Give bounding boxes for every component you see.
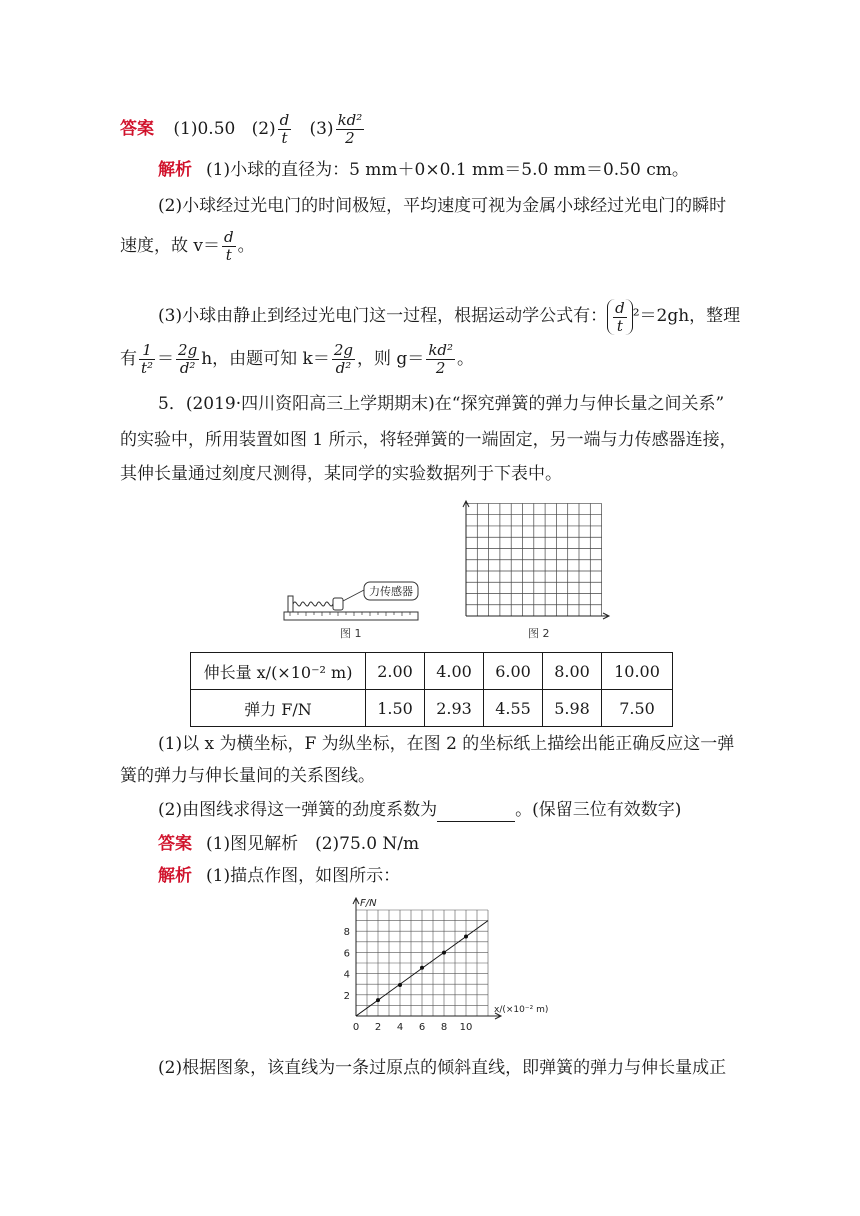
table-cell: 2.93 xyxy=(425,690,484,727)
f-x-chart xyxy=(330,896,570,1038)
answer-tag: 答案 xyxy=(158,834,192,854)
analysis-1-line-1: 解析 (1)小球的直径为：5 mm＋0×0.1 mm＝5.0 mm＝0.50 cm。 xyxy=(158,160,689,180)
data-point xyxy=(442,951,446,955)
parenthesis: $\frac{d}{t}$ xyxy=(607,299,633,335)
x-tick-label: 2 xyxy=(374,1022,382,1033)
x-axis-label: x/(×10⁻² m) xyxy=(494,1005,549,1015)
analysis-1-line-5: 有 $\frac{1}{\text{t²}}$ ＝ $\frac{2g}{\text{d²}}$ h，由题可知 k＝ $\frac{2g}{\text{d²}}$ ，则 g＝ $\frac{\text{kd²}}{2}$ 。 xyxy=(120,341,475,377)
sub-question-1-line-2: 簧的弹力与伸长量间的关系图线。 xyxy=(120,766,375,786)
analysis-tag: 解析 xyxy=(158,160,192,180)
analysis-1-line-3: 速度，故 v＝ $\frac{d}{t}$ 。 xyxy=(120,228,255,264)
table-row xyxy=(191,653,673,690)
table-cell: 5.98 xyxy=(543,690,602,727)
sub-question-2: (2)由图线求得这一弹簧的劲度系数为 。(保留三位有效数字) xyxy=(158,800,682,820)
answer-tag: 答案 xyxy=(120,119,154,139)
y-axis-label: F/N xyxy=(360,898,377,909)
answer-1: 答案 (1)0.50 (2) $\frac{d}{t}$ (3) $\frac{\text{kd²}}{2}$ xyxy=(120,111,363,147)
question-5-line-1: 5．(2019·四川资阳高三上学期期末)在“探究弹簧的弹力与伸长量之间关系” xyxy=(158,394,725,414)
y-tick-label: 4 xyxy=(343,969,350,981)
data-point xyxy=(464,935,468,939)
table-cell: 1.50 xyxy=(366,690,425,727)
figure-2-grid xyxy=(456,498,612,624)
data-point xyxy=(398,983,402,987)
sub-question-1-line-1: (1)以 x 为横坐标，F 为纵坐标，在图 2 的坐标纸上描绘出能正确反应这一弹 xyxy=(158,734,735,754)
table-cell: 7.50 xyxy=(602,690,673,727)
data-table xyxy=(190,652,673,727)
figure-2-caption: 图 2 xyxy=(528,627,550,640)
row-label: 弹力 F/N xyxy=(191,690,366,727)
analysis-1-line-4: (3)小球由静止到经过光电门这一过程，根据运动学公式有： $\frac{d}{t}$ ²＝2gh，整理 xyxy=(158,298,741,335)
data-point xyxy=(376,998,380,1002)
x-tick-label: 6 xyxy=(418,1022,426,1033)
table-cell: 4.55 xyxy=(484,690,543,727)
y-tick-label: 6 xyxy=(343,948,350,960)
x-tick-label: 10 xyxy=(459,1022,473,1033)
table-cell: 8.00 xyxy=(543,653,602,690)
y-tick-label: 8 xyxy=(343,927,350,939)
analysis-2: 解析 (1)描点作图，如图所示： xyxy=(158,866,401,886)
x-tick-label: 4 xyxy=(396,1022,404,1033)
x-tick-label: 0 xyxy=(352,1022,360,1033)
table-cell: 4.00 xyxy=(425,653,484,690)
table-cell: 6.00 xyxy=(484,653,543,690)
fraction: $\frac{\text{kd²}}{2}$ xyxy=(337,111,363,147)
y-tick-label: 2 xyxy=(343,990,350,1002)
data-point xyxy=(420,966,424,970)
fraction: $\frac{d}{t}$ xyxy=(279,111,290,147)
question-5-line-2: 的实验中，所用装置如图 1 所示，将轻弹簧的一端固定，另一端与力传感器连接， xyxy=(120,430,737,450)
analysis-tag: 解析 xyxy=(158,866,192,886)
conclusion-line: (2)根据图象，该直线为一条过原点的倾斜直线，即弹簧的弹力与伸长量成正 xyxy=(158,1058,727,1078)
answer-1-part1: (1)0.50 xyxy=(173,119,236,139)
fraction: $\frac{d}{t}$ xyxy=(224,228,234,264)
row-label: 伸长量 x/(×10⁻² m) xyxy=(191,653,366,690)
force-sensor-label: 力传感器 xyxy=(369,585,413,598)
table-cell: 10.00 xyxy=(602,653,673,690)
table-cell: 2.00 xyxy=(366,653,425,690)
x-tick-label: 8 xyxy=(440,1022,448,1033)
answer-blank xyxy=(437,803,515,822)
table-row xyxy=(191,690,673,727)
analysis-1-line-2: (2)小球经过光电门的时间极短，平均速度可视为金属小球经过光电门的瞬时 xyxy=(158,196,727,216)
question-5-line-3: 其伸长量通过刻度尺测得，某同学的实验数据列于下表中。 xyxy=(120,464,562,484)
figure-1-caption: 图 1 xyxy=(340,627,362,640)
answer-2: 答案 (1)图见解析 (2)75.0 N/m xyxy=(158,834,420,854)
